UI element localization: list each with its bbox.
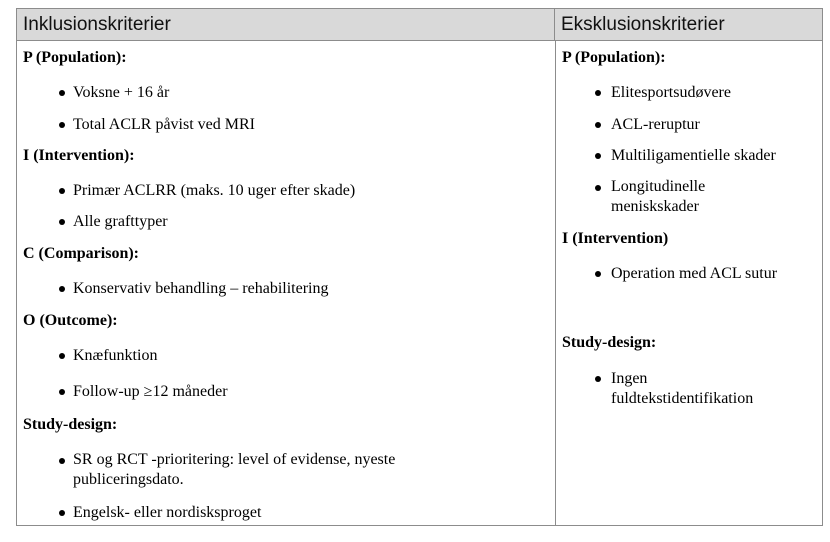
inclusion-study-design-item: SR og RCT -prioritering: level of evidense, nyeste publiceringsdato. — [73, 451, 396, 488]
inclusion-header: Inklusionskriterier — [17, 9, 555, 41]
inclusion-outcome-item: Follow-up ≥12 måneder — [73, 383, 228, 400]
exclusion-study-design-item: Ingen fuldtekstidentifikation — [611, 370, 754, 407]
inclusion-study-design-item: Engelsk- eller nordisksproget — [73, 504, 262, 521]
bullet-icon — [59, 188, 65, 194]
bullet-icon — [595, 185, 601, 191]
column-divider — [555, 9, 556, 525]
bullet-icon — [595, 376, 601, 382]
inclusion-comparison-item: Konservativ behandling – rehabilitering — [73, 280, 329, 297]
bullet-icon — [595, 90, 601, 96]
exclusion-intervention-item: Operation med ACL sutur — [611, 265, 778, 282]
exclusion-header: Eksklusionskriterier — [555, 9, 822, 41]
bullet-icon — [59, 122, 65, 128]
exclusion-population-item: Multiligamentielle skader — [611, 147, 776, 164]
inclusion-study-design-title: Study-design: — [23, 416, 118, 433]
exclusion-study-design-title: Study-design: — [562, 334, 657, 351]
criteria-table — [16, 8, 823, 526]
bullet-icon — [595, 122, 601, 128]
bullet-icon — [59, 286, 65, 292]
bullet-icon — [59, 389, 65, 395]
inclusion-outcome-title: O (Outcome): — [23, 312, 118, 329]
bullet-icon — [595, 271, 601, 277]
bullet-icon — [595, 153, 601, 159]
inclusion-intervention-title: I (Intervention): — [23, 147, 135, 164]
inclusion-outcome-item: Knæfunktion — [73, 347, 158, 364]
bullet-icon — [59, 353, 65, 359]
exclusion-population-item: Elitesportsudøvere — [611, 84, 731, 101]
inclusion-population-title: P (Population): — [23, 49, 127, 66]
inclusion-population-item: Voksne + 16 år — [73, 84, 170, 101]
exclusion-population-item: Longitudinelle meniskskader — [611, 178, 706, 215]
bullet-icon — [59, 510, 65, 516]
inclusion-comparison-title: C (Comparison): — [23, 245, 139, 262]
exclusion-population-title: P (Population): — [562, 49, 666, 66]
bullet-icon — [59, 458, 65, 464]
inclusion-intervention-item: Alle grafttyper — [73, 213, 168, 230]
inclusion-intervention-item: Primær ACLRR (maks. 10 uger efter skade) — [73, 182, 356, 199]
inclusion-population-item: Total ACLR påvist ved MRI — [73, 116, 255, 133]
exclusion-intervention-title: I (Intervention) — [562, 230, 669, 247]
exclusion-population-item: ACL-reruptur — [611, 116, 700, 133]
bullet-icon — [59, 219, 65, 225]
bullet-icon — [59, 90, 65, 96]
